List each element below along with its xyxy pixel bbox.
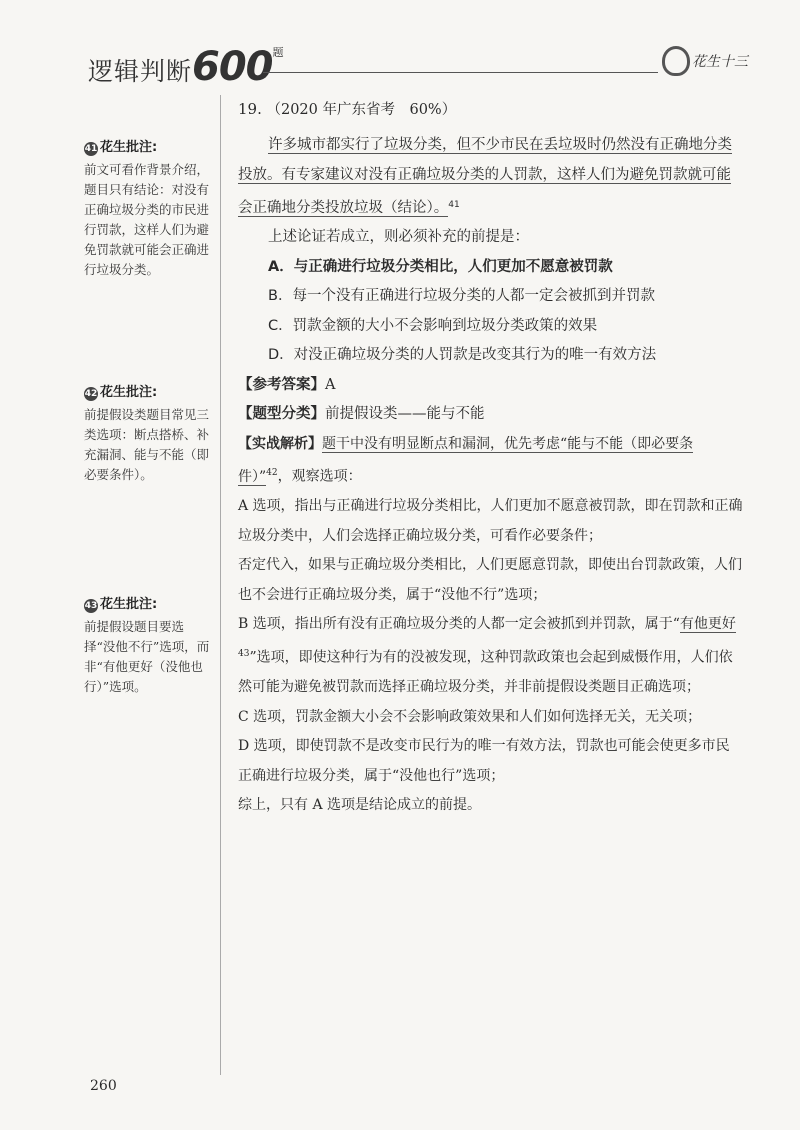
margin-note-42 xyxy=(84,383,214,485)
book-title-prefix: 逻辑判断 xyxy=(88,57,193,86)
option-b: B．每一个没有正确进行垃圾分类的人都一定会被抓到并罚款 xyxy=(268,288,655,305)
analysis-summary: 综上，只有 A 选项是结论成立的前提。 xyxy=(238,797,482,814)
note-heading: 43 花生批注: xyxy=(84,597,158,612)
note-number: 43 xyxy=(84,601,98,611)
margin-note-41 xyxy=(84,138,214,280)
brand xyxy=(662,46,758,78)
margin-note-43 xyxy=(84,595,214,697)
brand-name: 花生十三 xyxy=(692,54,748,70)
analysis-option-b: B 选项，指出所有没有正确垃圾分类的人都一定会被抓到并罚款，属于“有他更好$^{43}$”选项，即使这种行为有的没被发现，这种罚款政策也会起到威慑作用，人们依然可能为避免被罚款而选择正确垃圾分类，并非前提假设类题目正确选项； xyxy=(238,616,736,696)
note-number: 42 xyxy=(84,389,98,399)
annotation-ref: 41 xyxy=(448,199,460,210)
annotation-ref: 43 xyxy=(238,648,250,659)
book-title xyxy=(88,44,285,90)
page-header xyxy=(78,38,758,88)
question-prompt: 上述论证若成立，则必须补充的前提是： xyxy=(268,229,529,246)
analysis-negation: 否定代入，如果与正确垃圾分类相比，人们更愿意罚款，即使出台罚款政策，人们也不会进行正确垃圾分类，属于“没他不行”选项； xyxy=(238,557,742,603)
option-c: C．罚款金额的大小不会影响到垃圾分类政策的效果 xyxy=(268,317,598,334)
note-text: 前提假设类题目常见三类选项：断点搭桥、补充漏洞、能与不能（即必要条件）。 xyxy=(84,407,210,482)
note-heading: 42 花生批注: xyxy=(84,385,158,400)
margin-divider xyxy=(220,95,221,1075)
note-heading: 41 花生批注: xyxy=(84,140,158,155)
analysis-option-c: C 选项，罚款金额大小会不会影响政策效果和人们如何选择无关，无关项； xyxy=(238,708,702,725)
question-source: （2020 年广东省考 60%） xyxy=(266,102,457,118)
note-text: 前提假设题目要选择“没他不行”选项，而非“有他更好（没他也行）”选项。 xyxy=(84,619,210,694)
note-number: 41 xyxy=(84,144,98,154)
book-title-suffix: 题 xyxy=(272,46,285,59)
analysis-option-d: D 选项，即使罚款不是改变市民行为的唯一有效方法，罚款也可能会使更多市民正确进行垃圾分类，属于“没他也行”选项； xyxy=(238,738,730,784)
question-stem: 许多城市都实行了垃圾分类，但不少市民在丢垃圾时仍然没有正确地分类投放。有专家建议对没有正确垃圾分类的人罚款，这样人们为避免罚款就可能会正确地分类投放垃圾（结论）。$^{41}$ xyxy=(238,136,732,217)
option-a: A．与正确进行垃圾分类相比，人们更加不愿意被罚款 xyxy=(268,258,613,275)
reference-answer: 【参考答案】A xyxy=(238,376,336,393)
question-type: 【题型分类】前提假设类——能与不能 xyxy=(238,406,485,423)
question-header xyxy=(238,95,743,126)
page-number: 260 xyxy=(90,1078,117,1094)
option-d: D．对没正确垃圾分类的人罚款是改变其行为的唯一有效方法 xyxy=(268,347,657,364)
main-content xyxy=(238,95,743,821)
book-title-number: 600 xyxy=(192,44,273,90)
header-rule xyxy=(263,72,658,73)
analysis-option-a: A 选项，指出与正确进行垃圾分类相比，人们更加不愿意被罚款，即在罚款和正确垃圾分类中，人们会选择正确垃圾分类，可看作必要条件； xyxy=(238,498,743,544)
question-number: 19. xyxy=(238,100,262,118)
annotation-ref: 42 xyxy=(266,468,278,479)
note-text: 前文可看作背景介绍，题目只有结论：对没有正确垃圾分类的市民进行罚款，这样人们为避免罚款就可能会正确进行垃圾分类。 xyxy=(84,162,210,277)
peanut-logo-icon xyxy=(662,46,690,76)
analysis-intro: 【实战解析】题干中没有明显断点和漏洞，优先考虑“能与不能（即必要条件）”$^{42}$，观察选项： xyxy=(238,435,694,485)
